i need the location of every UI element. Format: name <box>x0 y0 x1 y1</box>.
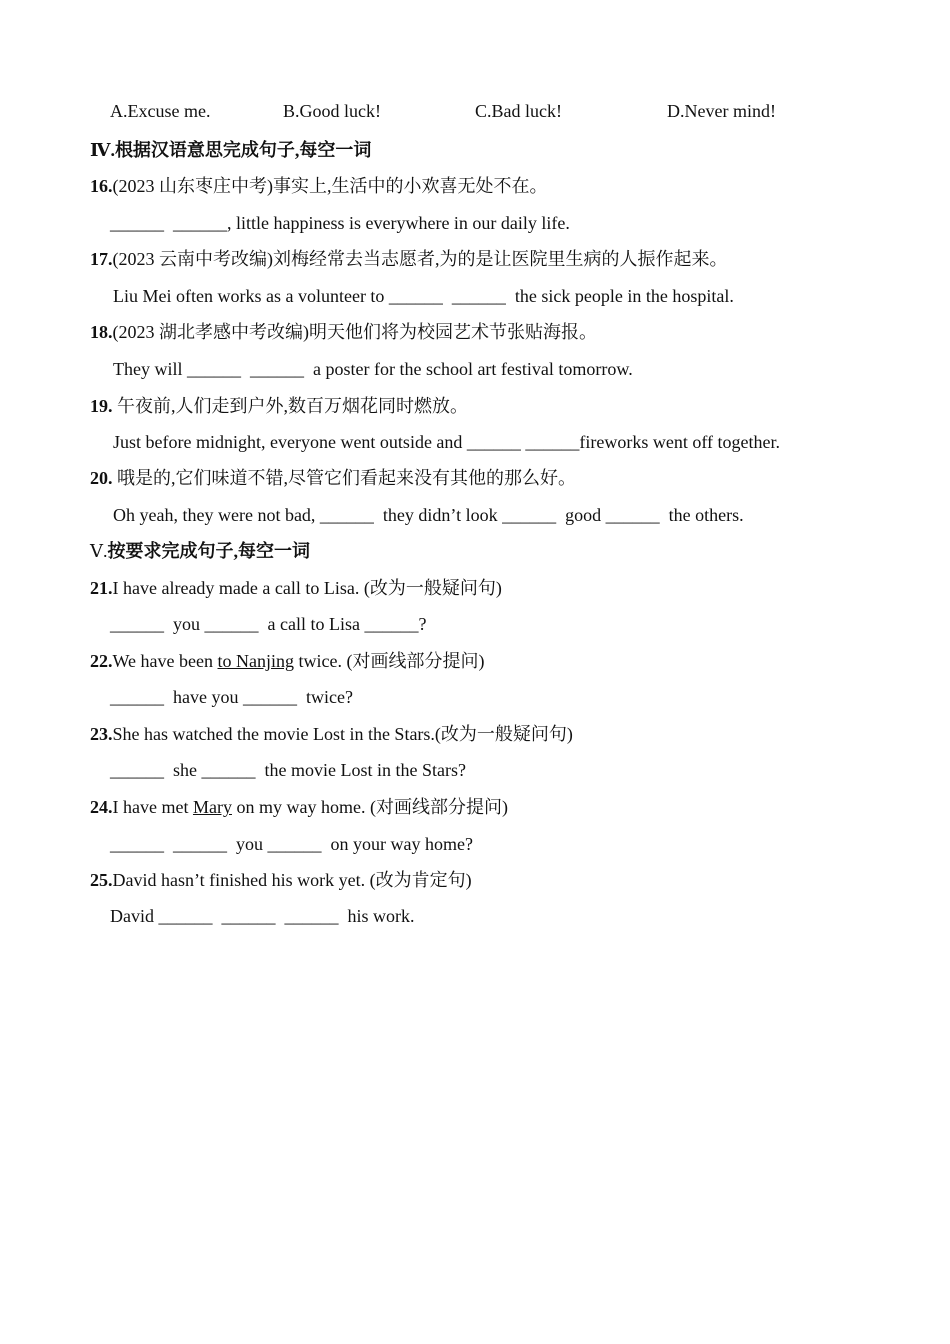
question-number: 23. <box>90 724 113 744</box>
question-number: 19. <box>90 396 113 416</box>
question-text: on my way home. (对画线部分提问) <box>231 797 508 817</box>
question-number: 17. <box>90 249 113 269</box>
question-19-answer: Just before midnight, everyone went outside and ______ ______fireworks went off together. <box>113 432 781 452</box>
option-b: B.Good luck! <box>283 101 381 121</box>
section-5-number: Ⅴ. <box>90 541 108 561</box>
section-5-title: 按要求完成句子,每空一词 <box>107 541 310 561</box>
question-16-prompt <box>90 175 548 197</box>
question-number: 22. <box>90 651 113 671</box>
question-25-answer: David ______ ______ ______ his work. <box>110 906 415 926</box>
question-number: 24. <box>90 797 113 817</box>
option-c: C.Bad luck! <box>475 101 562 121</box>
question-number: 21. <box>90 578 113 598</box>
section-5-heading <box>90 540 310 562</box>
question-18-prompt <box>90 321 597 343</box>
question-23-prompt <box>90 723 573 745</box>
question-number: 16. <box>90 176 113 196</box>
question-text: (2023 云南中考改编)刘梅经常去当志愿者,为的是让医院里生病的人振作起来。 <box>112 249 728 269</box>
question-number: 18. <box>90 322 113 342</box>
underlined-phrase: to Nanjing <box>217 651 294 671</box>
question-text: (2023 山东枣庄中考)事实上,生活中的小欢喜无处不在。 <box>112 176 548 196</box>
question-24-answer: ______ ______ you ______ on your way home? <box>110 834 473 854</box>
question-number: 25. <box>90 870 113 890</box>
question-text: (2023 湖北孝感中考改编)明天他们将为校园艺术节张贴海报。 <box>112 322 597 342</box>
underlined-phrase: Mary <box>192 797 232 817</box>
question-text: David hasn’t finished his work yet. (改为肯定句) <box>112 870 472 890</box>
question-23-answer: ______ she ______ the movie Lost in the Stars? <box>110 760 466 780</box>
question-16-answer: ______ ______, little happiness is everywhere in our daily life. <box>110 213 570 233</box>
question-text: We have been <box>112 651 218 671</box>
option-d: D.Never mind! <box>667 101 776 121</box>
question-20-answer: Oh yeah, they were not bad, ______ they didn’t look ______ good ______ the others. <box>113 505 744 525</box>
question-17-prompt <box>90 248 728 270</box>
question-21-answer: ______ you ______ a call to Lisa ______? <box>110 614 427 634</box>
question-19-prompt <box>90 395 468 417</box>
section-4-title: .根据汉语意思完成句子,每空一词 <box>110 140 372 160</box>
question-20-prompt <box>90 467 576 489</box>
question-text: 午夜前,人们走到户外,数百万烟花同时燃放。 <box>112 396 468 416</box>
option-a: A.Excuse me. <box>110 101 211 121</box>
question-22-prompt <box>90 650 484 672</box>
question-number: 20. <box>90 468 113 488</box>
question-text: She has watched the movie Lost in the Stars.(改为一般疑问句) <box>112 724 573 744</box>
question-25-prompt <box>90 869 472 891</box>
question-24-prompt <box>90 796 508 818</box>
question-text: twice. (对画线部分提问) <box>294 651 485 671</box>
section-4-heading <box>90 139 371 161</box>
question-text: 哦是的,它们味道不错,尽管它们看起来没有其他的那么好。 <box>112 468 576 488</box>
question-21-prompt <box>90 577 502 599</box>
question-text: I have already made a call to Lisa. (改为一般疑问句) <box>112 578 502 598</box>
question-text: I have met <box>112 797 193 817</box>
section-4-number: Ⅳ <box>90 140 111 160</box>
question-22-answer: ______ have you ______ twice? <box>110 687 353 707</box>
question-17-answer: Liu Mei often works as a volunteer to ______ ______ the sick people in the hospital. <box>113 286 734 306</box>
question-18-answer: They will ______ ______ a poster for the school art festival tomorrow. <box>113 359 633 379</box>
